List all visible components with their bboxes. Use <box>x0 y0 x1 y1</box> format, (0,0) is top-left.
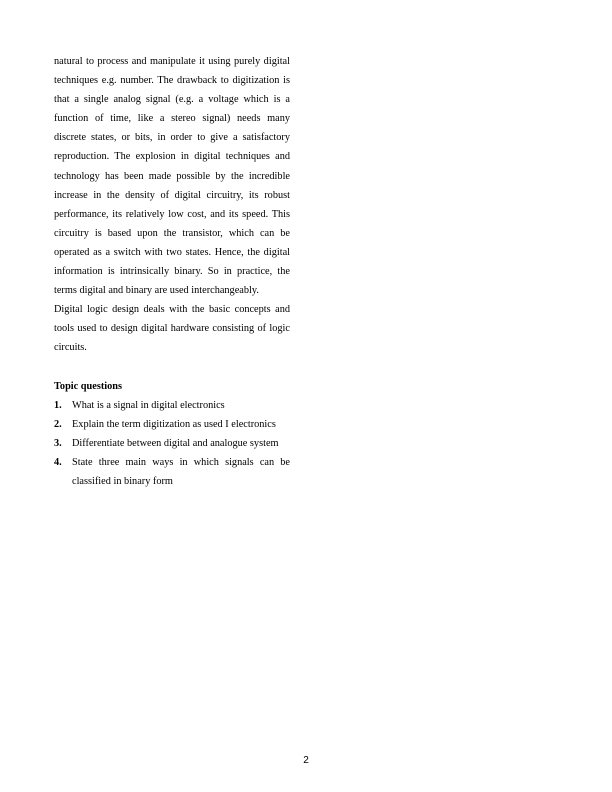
question-text: What is a signal in digital electronics <box>72 399 225 411</box>
topic-question-item <box>54 415 290 434</box>
topic-question-item <box>54 434 290 453</box>
body-paragraph: Digital logic design deals with the basic concepts and tools used to design digital hardware consisting of logic circuits. <box>54 304 290 354</box>
question-number: 2. <box>54 418 62 430</box>
question-text: Differentiate between digital and analogue system <box>72 437 279 449</box>
page-number: 2 <box>303 755 309 766</box>
section-heading: Topic questions <box>54 380 123 392</box>
topic-question-item <box>54 453 290 491</box>
question-text: State three main ways in which signals can be classified in binary form <box>72 456 290 488</box>
question-number: 1. <box>54 399 62 411</box>
question-number: 4. <box>54 456 62 468</box>
question-text: Explain the term digitization as used I electronics <box>72 418 276 430</box>
body-paragraph: natural to process and manipulate it using purely digital techniques e.g. number. The drawback to digitization is that a single analog signal (e.g. a voltage which is a function of time, like a stereo signal) needs many discrete states, or bits, in order to give a satisfactory reproduction. The explosion in digital techniques and technology has been made possible by the incredible increase in the density of digital circuitry, its robust performance, its relatively low cost, and its speed. This circuitry is based upon the transistor, which can be operated as a switch with two states. Hence, the digital information is intrinsically binary. So in practice, the terms digital and binary are used interchangeably. <box>54 56 290 297</box>
question-number: 3. <box>54 437 62 449</box>
topic-question-item <box>54 396 290 415</box>
topic-question-list <box>54 396 290 491</box>
text-column <box>54 52 290 491</box>
